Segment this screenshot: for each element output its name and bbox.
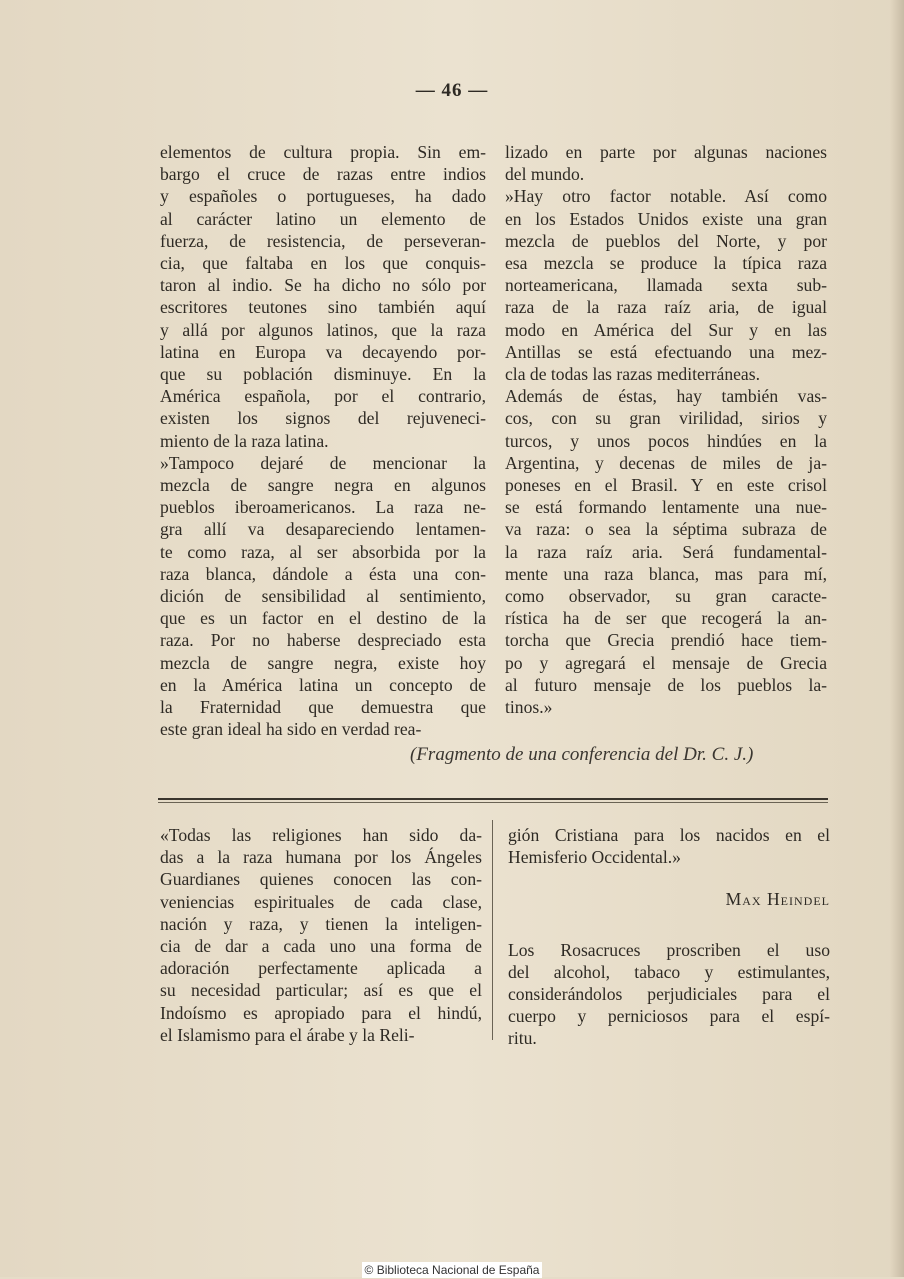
attribution: (Fragmento de una conferencia del Dr. C. J.) <box>410 744 754 765</box>
text-line: el Islamismo para el árabe y la Reli- <box>160 1024 415 1045</box>
text-line: cuerpo y perniciosos para el espí- <box>508 1006 830 1027</box>
text-line: mezcla de sangre negra en algunos <box>160 475 486 496</box>
text-line: Argentina, y decenas de miles de ja- <box>505 452 827 473</box>
page-number: — 46 — <box>415 80 489 101</box>
footer <box>0 1261 904 1279</box>
text-line: Guardianes quienes conocen las con- <box>160 869 482 890</box>
text-line: dición de sensibilidad al sentimiento, <box>160 586 486 607</box>
text-line: miento de la raza latina. <box>160 430 329 451</box>
text-line: tinos.» <box>505 697 553 718</box>
text-line: Además de éstas, hay también vas- <box>505 386 827 407</box>
text-line: torcha que Grecia prendió hace tiem- <box>505 630 827 651</box>
text-line: al carácter latino un elemento de <box>160 208 486 229</box>
text-line: raza. Por no haberse despreciado esta <box>160 630 486 651</box>
text-line: al futuro mensaje de los pueblos la- <box>505 674 827 695</box>
text-line: existen los signos del rejuveneci- <box>160 408 486 429</box>
text-line: pueblos iberoamericanos. La raza ne- <box>160 497 486 518</box>
text-line: América española, por el contrario, <box>160 386 486 407</box>
text-line: turcos, y unos pocos hindúes en la <box>505 430 827 451</box>
text-line: y allá por algunos latinos, que la raza <box>160 319 486 340</box>
text-line: Los Rosacruces proscriben el uso <box>508 939 830 960</box>
text-line: mezcla de pueblos del Norte, y por <box>505 230 827 251</box>
text-line: esa mezcla se produce la típica raza <box>505 253 827 274</box>
copyright-notice: © Biblioteca Nacional de España <box>362 1262 543 1278</box>
text-line: das a la raza humana por los Ángeles <box>160 847 482 868</box>
text-line: cos, con su gran virilidad, sirios y <box>505 408 827 429</box>
text-line: este gran ideal ha sido en verdad rea- <box>160 719 422 740</box>
text-line: del mundo. <box>505 164 585 185</box>
text-line: la raza raíz aria. Será fundamental- <box>505 541 827 562</box>
signature: Max Heindel <box>725 889 830 910</box>
text-line: gra allí va desapareciendo lentamen- <box>160 519 486 540</box>
text-line: como observador, su gran caracte- <box>505 586 827 607</box>
section-rule <box>158 798 828 800</box>
text-line: cia, que faltaba en los que conquis- <box>160 253 486 274</box>
page-edge-shadow <box>890 0 904 1277</box>
text-line: va raza: o sea la séptima subraza de <box>505 519 827 540</box>
text-line: po y agregará el mensaje de Grecia <box>505 652 827 673</box>
text-line: elementos de cultura propia. Sin em- <box>160 142 486 162</box>
column-bottom-right <box>508 824 830 1050</box>
text-line: latina en Europa va decayendo por- <box>160 341 486 362</box>
column-top-right <box>505 141 827 718</box>
text-line: te como raza, al ser absorbida por la <box>160 541 486 562</box>
text-line: que es un factor en el destino de la <box>160 608 486 629</box>
quote-ending <box>508 824 830 868</box>
text-line: »Hay otro factor notable. Así como <box>505 186 827 207</box>
text-line: escritores teutones sino también aquí <box>160 297 486 318</box>
text-line: la Fraternidad que demuestra que <box>160 697 486 718</box>
text-line: veniencias espirituales de cada clase, <box>160 891 482 912</box>
column-top-left <box>160 141 486 740</box>
text-line: del alcohol, tabaco y estimulantes, <box>508 961 830 982</box>
text-line: considerándolos perjudiciales para el <box>508 984 830 1005</box>
text-line: ritu. <box>508 1028 537 1049</box>
text-line: en la América latina un concepto de <box>160 674 486 695</box>
text-line: rística ha de ser que recogerá la an- <box>505 608 827 629</box>
text-line: Hemisferio Occidental.» <box>508 847 681 868</box>
text-line: norteamericana, llamada sexta sub- <box>505 275 827 296</box>
column-divider <box>492 820 493 1040</box>
text-line: cla de todas las razas mediterráneas. <box>505 364 760 385</box>
text-line: gión Cristiana para los nacidos en el <box>508 825 830 845</box>
section-rule-thin <box>158 802 828 803</box>
text-line: Indoísmo es apropiado para el hindú, <box>160 1002 482 1023</box>
text-line: su necesidad particular; así es que el <box>160 980 482 1001</box>
text-line: mezcla de sangre negra, existe hoy <box>160 652 486 673</box>
text-line: modo en América del Sur y en las <box>505 319 827 340</box>
text-line: lizado en parte por algunas naciones <box>505 142 827 162</box>
text-line: poneses en el Brasil. Y en este crisol <box>505 475 827 496</box>
text-line: raza de la raza raíz aria, de igual <box>505 297 827 318</box>
text-line: nación y raza, y tienen la inteligen- <box>160 913 482 934</box>
text-line: y españoles o portugueses, ha dado <box>160 186 486 207</box>
text-line: fuerza, de resistencia, de perseveran- <box>160 230 486 251</box>
rosicrucian-note <box>508 939 830 1050</box>
text-line: cia de dar a cada uno una forma de <box>160 936 482 957</box>
text-line: taron al indio. Se ha dicho no sólo por <box>160 275 486 296</box>
text-line: que su población disminuye. En la <box>160 364 486 385</box>
column-bottom-left <box>160 824 482 1046</box>
text-line: raza blanca, dándole a ésta una con- <box>160 563 486 584</box>
text-line: en los Estados Unidos existe una gran <box>505 208 827 229</box>
text-line: »Tampoco dejaré de mencionar la <box>160 452 486 473</box>
text-line: mente una raza blanca, mas para mí, <box>505 563 827 584</box>
text-line: adoración perfectamente aplicada a <box>160 958 482 979</box>
text-line: se está formando lentamente una nue- <box>505 497 827 518</box>
text-line: bargo el cruce de razas entre indios <box>160 164 486 185</box>
text-line: «Todas las religiones han sido da- <box>160 825 482 845</box>
text-line: Antillas se está efectuando una mez- <box>505 341 827 362</box>
